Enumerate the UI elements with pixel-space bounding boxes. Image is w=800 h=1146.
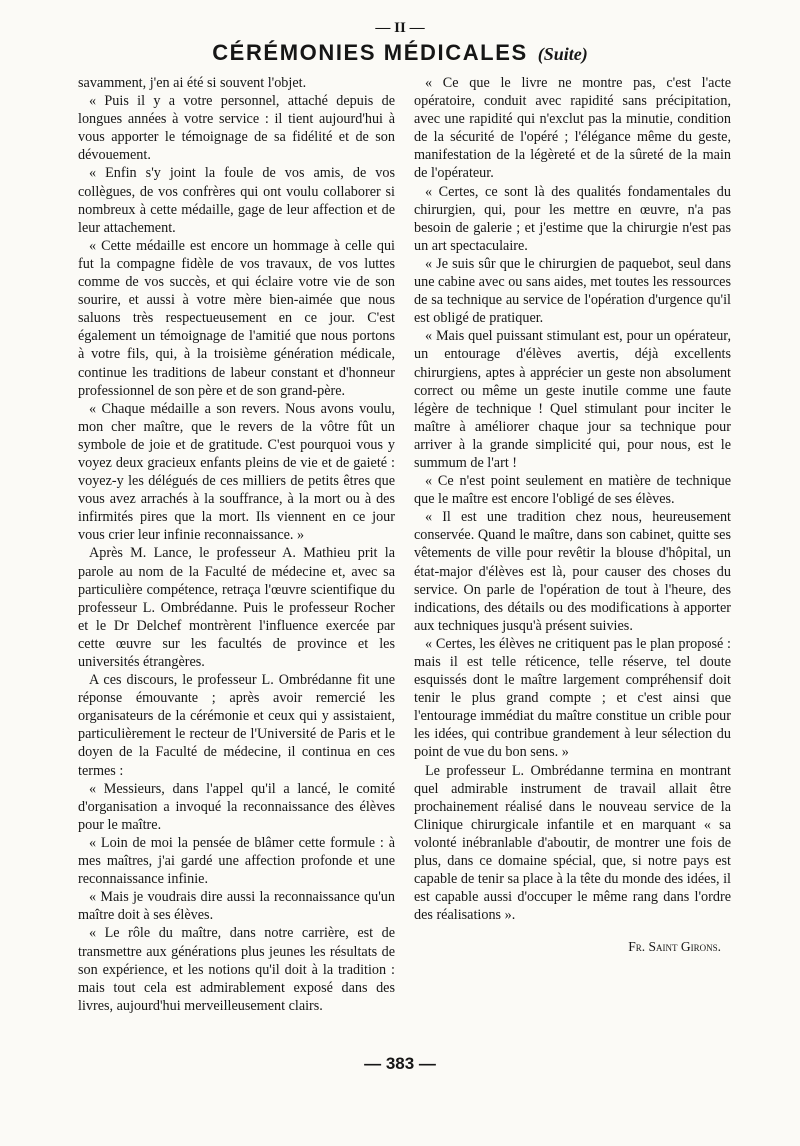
- paragraph: « Certes, les élèves ne critiquent pas le plan proposé : mais il est telle réticence, telle réserve, tel doute esquissés dont le maître largement compréhensif doit tenir le plus grand compte ; et c'est ainsi que l'entourage immédiat du maître constitue un crible pour les idées, qui contribue grandement à leur sélection du point de vue du bon sens. »: [414, 635, 731, 761]
- right-column: [414, 74, 731, 957]
- paragraph: « Certes, ce sont là des qualités fondamentales du chirurgien, qui, pour les mettre en œuvre, n'a pas besoin de galerie ; et j'estime que la chirurgie n'est pas un art spectaculaire.: [414, 183, 731, 254]
- author-signature: Fr. Saint Girons.: [628, 939, 721, 955]
- paragraph: « Il est une tradition chez nous, heureusement conservée. Quand le maître, dans son cabinet, quitte ses vêtements de ville pour revêtir la blouse d'hôpital, un état-major d'élèves est là, pour causer des choses du service. On parle de l'opération de tout à l'heure, des indications, des détails ou des modifications à apporter aux techniques jusqu'à présent suivies.: [414, 509, 731, 634]
- paragraph: « Cette médaille est encore un hommage à celle qui fut la compagne fidèle de vos travaux, de vos luttes comme de vos succès, et qui éclaire votre vie de son sourire, et aussi à votre mère bien-aimée que nous saluons très respectueusement en ce jour. C'est également un témoignage de l'amitié que nous portons à votre fils, qui, à la troisième génération médicale, continue les traditions de labeur constant et d'honneur professionnel de son père et de son grand-père.: [78, 237, 395, 399]
- paragraph: « Le rôle du maître, dans notre carrière, est de transmettre aux générations plus jeunes les résultats de son expérience, et les notions qu'il doit à la tradition : mais tout cela est admirablement exposé dans des livres, aujourd'hui merveilleusement clairs.: [78, 925, 395, 1014]
- paragraph: savamment, j'en ai été si souvent l'objet.: [78, 75, 307, 91]
- paragraph: « Mais quel puissant stimulant est, pour un opérateur, un entourage d'élèves avertis, déjà excellents chirurgiens, aptes à apprécier un geste non absolument correct ou même un geste inutile comme une faute légère de technique ! Quel stimulant pour inciter le maître à améliorer chaque jour sa technique pour arriver à la grande simplicité qui, pour nous, est le summum de l'art !: [414, 328, 731, 471]
- article-title: [0, 40, 800, 66]
- left-column: [78, 74, 395, 1015]
- paragraph: « Je suis sûr que le chirurgien de paquebot, seul dans une cabine avec ou sans aides, met toutes les ressources de sa technique au service de l'opération d'urgence qu'il est obligé de pratiquer.: [414, 255, 731, 327]
- paragraph: « Ce n'est point seulement en matière de technique que le maître est encore l'obligé de ses élèves.: [414, 473, 731, 508]
- page-number-top: — II —: [375, 20, 425, 36]
- title-main: CÉRÉMONIES MÉDICALES: [212, 40, 528, 65]
- page-number-bottom: — 383 —: [364, 1054, 436, 1073]
- paragraph: « Enfin s'y joint la foule de vos amis, de vos collègues, de vos confrères qui ont voulu collaborer si nombreux à cette médaille, gage de leur affection et de leur attachement.: [78, 165, 395, 236]
- paragraph: A ces discours, le professeur L. Ombrédanne fit une réponse émouvante ; après avoir remercié les organisateurs de la cérémonie et ceux qui y assistaient, particulièrement le recteur de l'Université de Paris et le doyen de la Faculté de médecine, il continua en ces termes :: [78, 672, 395, 779]
- paragraph: « Ce que le livre ne montre pas, c'est l'acte opératoire, conduit avec rapidité sans précipitation, avec une rapidité qui n'exclut pas la minutie, condition de la sécurité de l'opéré ; l'élégance même du geste, manifestation de la légèreté et de la sûreté de la main de l'opérateur.: [414, 75, 731, 182]
- paragraph: « Puis il y a votre personnel, attaché depuis de longues années à votre service : il tient aujourd'hui à vous apporter le témoignage de sa fidélité et de son dévouement.: [78, 93, 395, 164]
- paragraph: « Mais je voudrais dire aussi la reconnaissance qu'un maître doit à ses élèves.: [78, 889, 395, 924]
- paragraph: « Chaque médaille a son revers. Nous avons voulu, mon cher maître, que le revers de la vôtre fût un symbole de joie et de gratitude. C'est pourquoi vous y voyez deux gracieux enfants pleins de vie et de gaieté : voyez-y les délégués de ces milliers de petits êtres que vous avez arrachés à la souffrance, à la mort ou à des infirmités pires que la mort. Ils viennent en ce jour vous crier leur infinie reconnaissance. »: [78, 400, 395, 544]
- paragraph: « Loin de moi la pensée de blâmer cette formule : à mes maîtres, j'ai gardé une affection profonde et une reconnaissance infinie.: [78, 834, 395, 888]
- paragraph: Après M. Lance, le professeur A. Mathieu prit la parole au nom de la Faculté de médecine et, avec sa particulière compétence, retraça l'œuvre scientifique du professeur L. Ombrédanne. Puis le professeur Rocher et le Dr Delchef montrèrent l'influence exercée par cette œuvre sur les facultés de province et les universités étrangères.: [78, 545, 395, 670]
- paragraph: Le professeur L. Ombrédanne termina en montrant quel admirable instrument de travail allait être prochainement réalisé dans le nouveau service de la Clinique chirurgicale infantile et en marquant « sa volonté inébranlable d'aboutir, de montrer une fois de plus, dans ce domaine spécial, que, si notre pays est capable de tenir sa place à la tête du monde des idées, il est capable aussi d'occuper le même rang dans l'ordre des réalisations ».: [414, 762, 731, 924]
- title-subtitle: (Suite): [537, 44, 588, 64]
- paragraph: « Messieurs, dans l'appel qu'il a lancé, le comité d'organisation a invoqué la reconnaissance des élèves pour le maître.: [78, 780, 395, 833]
